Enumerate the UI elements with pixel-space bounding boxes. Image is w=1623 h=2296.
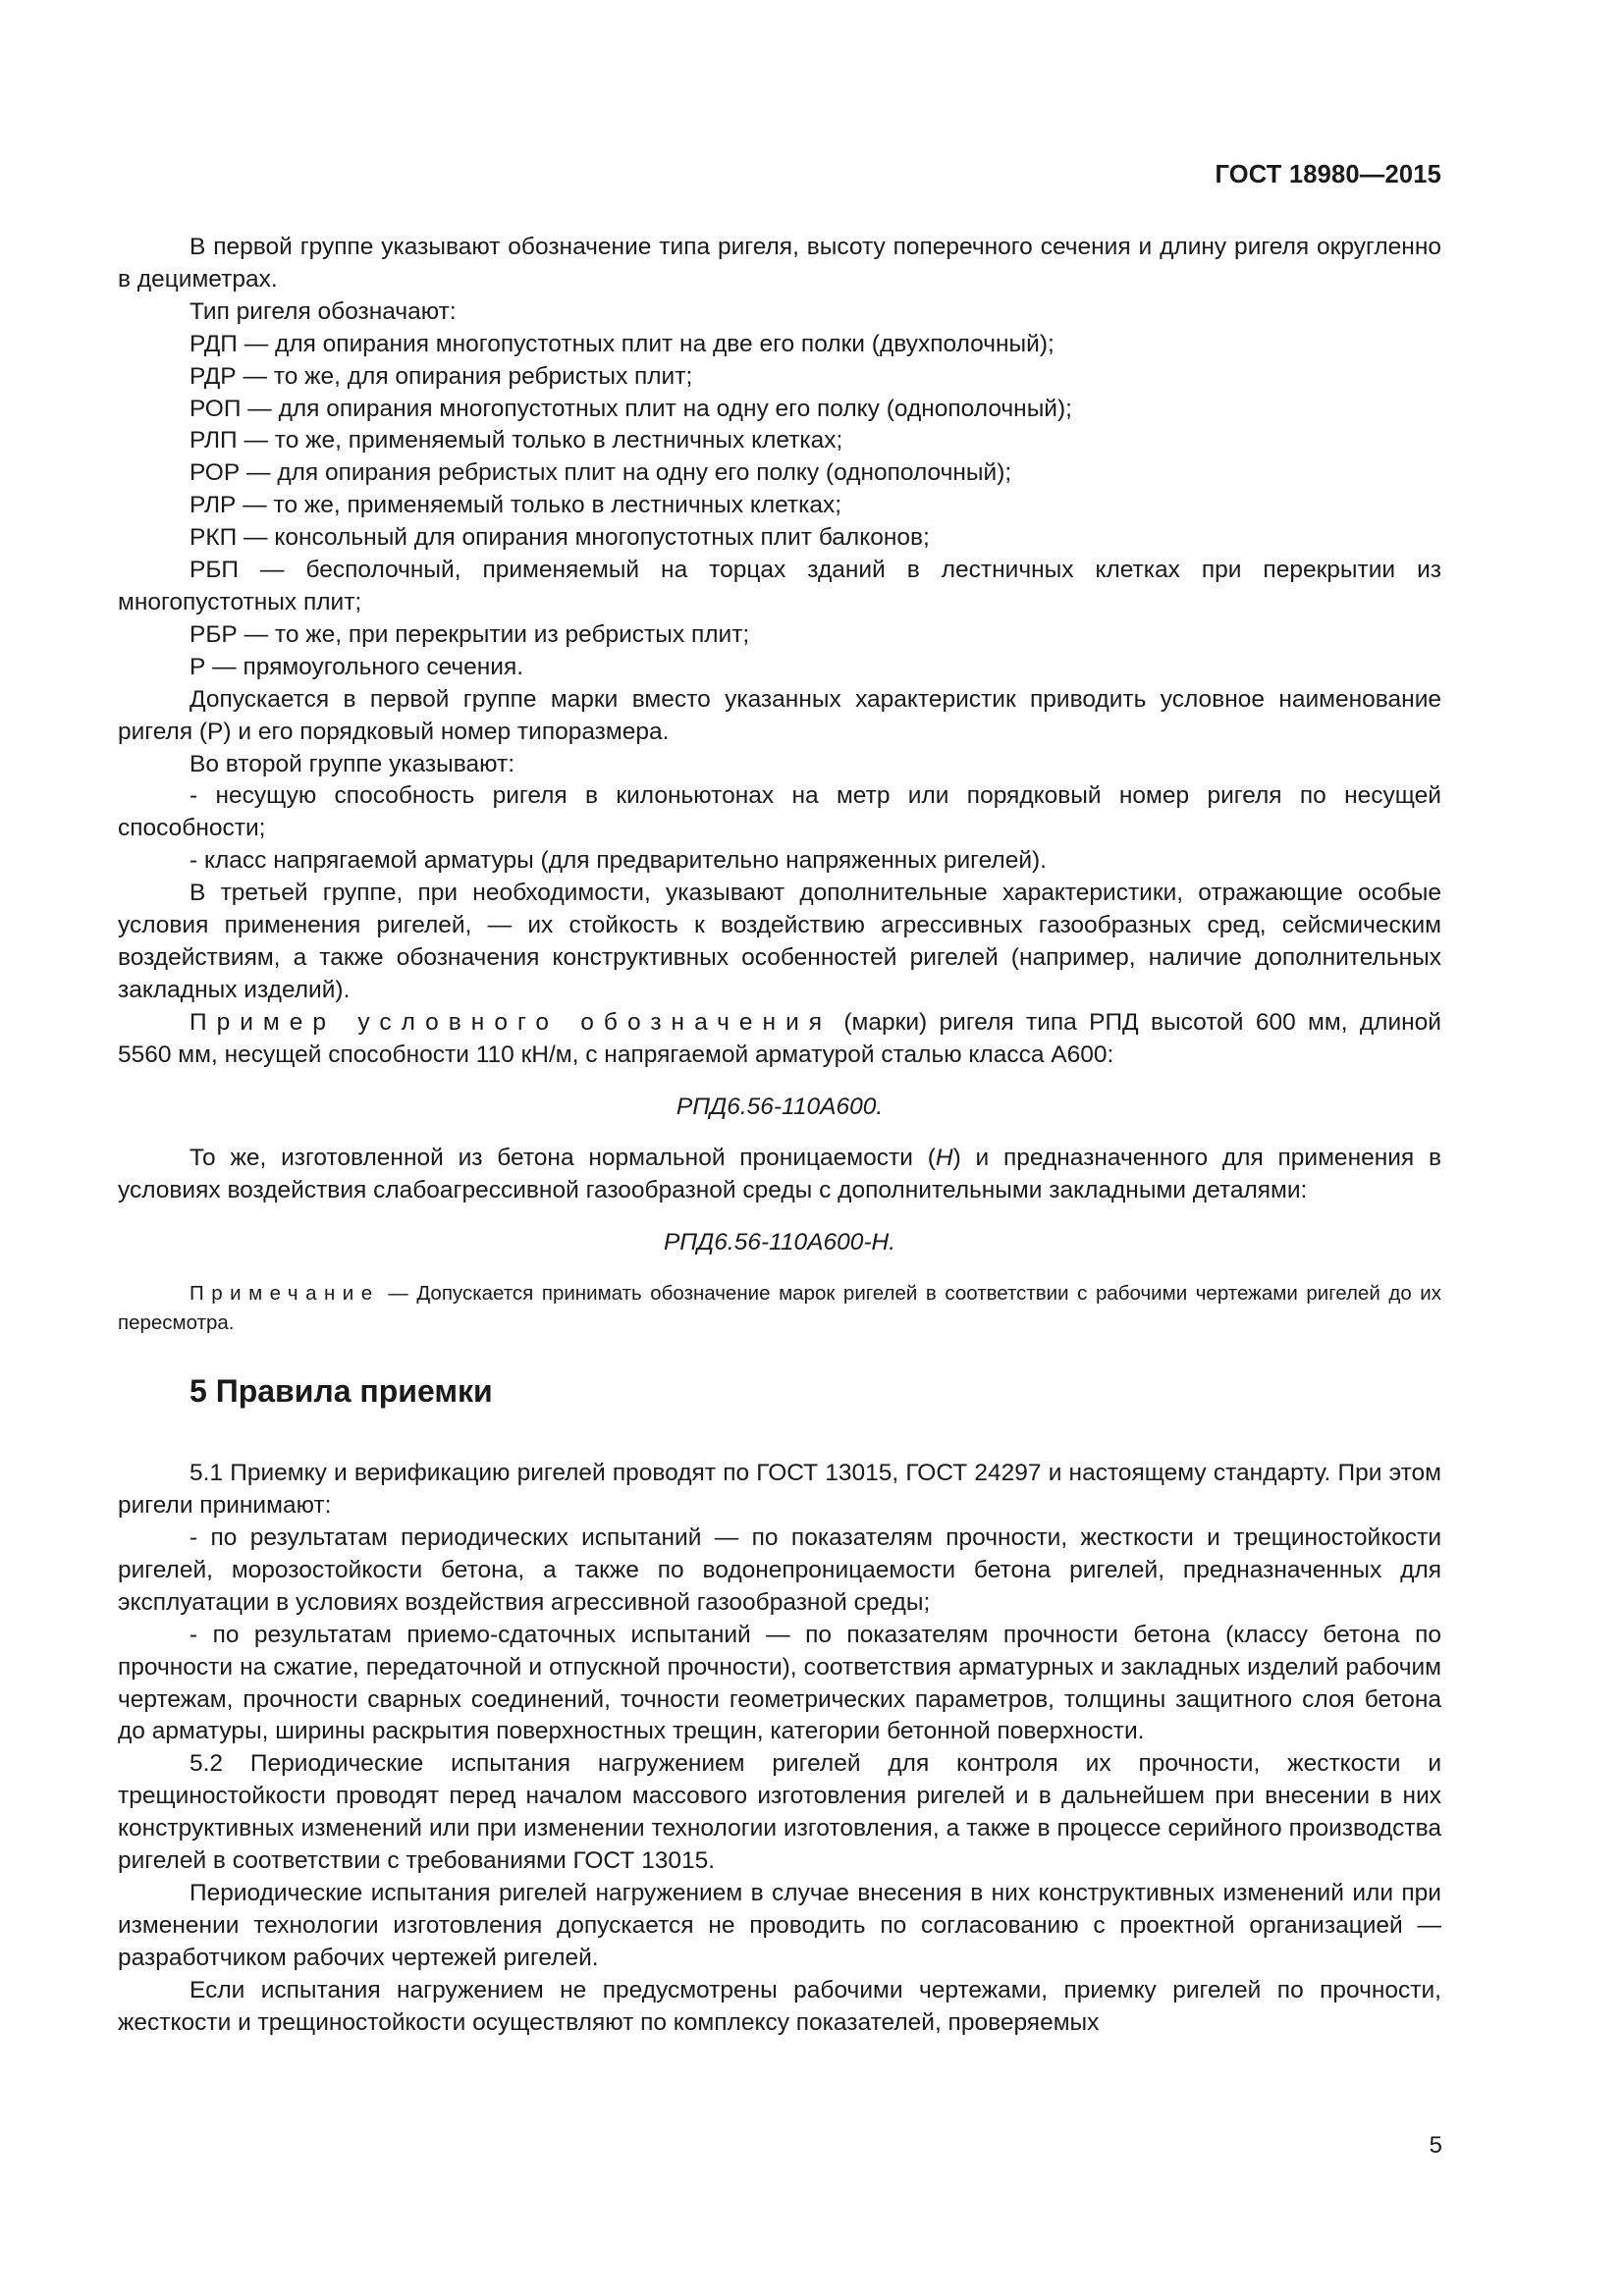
list-item: - несущую способность ригеля в килоньютонах на метр или порядковый номер ригеля по несущей способности; — [118, 782, 1441, 842]
designation-formula: РПД6.56-110А600. — [676, 1093, 884, 1120]
example-label: Пример условного обозначения — [189, 1008, 833, 1036]
paragraph: В третьей группе, при необходимости, указывают дополнительные характеристики, отражающие особые условия применения ригелей, — их стойкость к воздействию агрессивных газообразных сред, сейсмическим воздействиям, а также обозначения конструктивных особенностей ригелей (например, наличие дополнительных закладных изделий). — [118, 880, 1441, 1003]
note — [118, 1279, 1441, 1338]
paragraph: Допускается в первой группе марки вместо указанных характеристик приводить условное наименование ригеля (Р) и его порядковый номер типоразмера. — [118, 685, 1441, 745]
page-number: 5 — [1429, 2132, 1442, 2159]
paragraph: Во второй группе указывают: — [189, 750, 515, 777]
type-item: РЛП — то же, применяемый только в лестничных клетках; — [189, 427, 843, 454]
list-item: - класс напрягаемой арматуры (для предварительно напряженных ригелей). — [189, 847, 1047, 875]
body-text — [118, 232, 1441, 2040]
permeability-symbol: Н — [935, 1145, 953, 1172]
paragraph: Если испытания нагружением не предусмотрены рабочими чертежами, приемку ригелей по прочности, жесткости и трещиностойкости осуществляют по комплексу показателей, проверяемых — [118, 1976, 1441, 2036]
type-item: РОР — для опирания ребристых плит на одну его полку (однополочный); — [189, 459, 1012, 487]
type-item: Р — прямоугольного сечения. — [189, 653, 524, 680]
type-item: РЛР — то же, применяемый только в лестничных клетках; — [189, 492, 842, 519]
example-text-part: ) и предназначенного для применения в условиях воздействия слабоагрессивной газообразной среды с дополнительными закладными деталями: — [118, 1145, 1441, 1204]
paragraph: В первой группе указывают обозначение типа ригеля, высоту поперечного сечения и длину ригеля округленно в дециметрах. — [118, 234, 1441, 293]
list-item: - по результатам периодических испытаний — по показателям прочности, жесткости и трещиностойкости ригелей, морозостойкости бетона, а также по водонепроницаемости бетона ригелей, предназначенных для эксплуатации в условиях воздействия агрессивной газообразной среды; — [118, 1524, 1441, 1616]
type-item: РДР — то же, для опирания ребристых плит; — [189, 362, 693, 390]
standard-header: ГОСТ 18980—2015 — [1215, 161, 1441, 188]
paragraph: 5.1 Приемку и верификацию ригелей проводят по ГОСТ 13015, ГОСТ 24297 и настоящему стандарту. При этом ригели принимают: — [118, 1460, 1441, 1520]
paragraph: Периодические испытания ригелей нагружением в случае внесения в них конструктивных изменений или при изменении технологии изготовления допускается не проводить по согласованию с проектной организацией — разработчиком рабочих чертежей ригелей. — [118, 1879, 1441, 1971]
type-item: РКП — консольный для опирания многопустотных плит балконов; — [189, 524, 930, 552]
paragraph: 5.2 Периодические испытания нагружением ригелей для контроля их прочности, жесткости и трещиностойкости проводят перед началом массового изготовления ригелей и в дальнейшем при внесении в них конструктивных изменений или при изменении технологии изготовления, а также в процессе серийного производства ригелей в соответствии с требованиями ГОСТ 13015. — [118, 1750, 1441, 1875]
example-text: (марки) ригеля типа РПД высотой 600 мм, длиной 5560 мм, несущей способности 110 кН/м, с напрягаемой арматурой сталью класса А600: — [118, 1008, 1441, 1068]
list-item: - по результатам приемо-сдаточных испытаний — по показателям прочности бетона (классу бетона по прочности на сжатие, передаточной и отпускной прочности), соответствия арматурных и закладных изделий рабочим чертежам, прочности сварных соединений, точности геометрических параметров, толщины защитного слоя бетона до арматуры, ширины раскрытия поверхностных трещин, категории бетонной поверхности. — [118, 1621, 1441, 1745]
section-heading: 5 Правила приемки — [189, 1373, 493, 1410]
example-text-part: То же, изготовленной из бетона нормальной проницаемости ( — [189, 1145, 936, 1172]
note-text: — Допускается принимать обозначение марок ригелей в соответствии с рабочими чертежами ригелей до их пересмотра. — [118, 1282, 1441, 1335]
note-label: Примечание — [189, 1282, 380, 1306]
type-item: РБР — то же, при перекрытии из ребристых плит; — [189, 620, 750, 648]
type-item: РОП — для опирания многопустотных плит на одну его полку (однополочный); — [189, 395, 1072, 422]
paragraph: Тип ригеля обозначают: — [189, 297, 457, 325]
example-paragraph-2 — [118, 1143, 1441, 1207]
type-item: РДП — для опирания многопустотных плит на две его полки (двухполочный); — [189, 330, 1055, 357]
example-paragraph — [118, 1007, 1441, 1072]
type-item: РБП — бесполочный, применяемый на торцах зданий в лестничных клетках при перекрытии из многопустотных плит; — [118, 557, 1441, 615]
designation-formula-2: РПД6.56-110А600-Н. — [663, 1229, 896, 1256]
